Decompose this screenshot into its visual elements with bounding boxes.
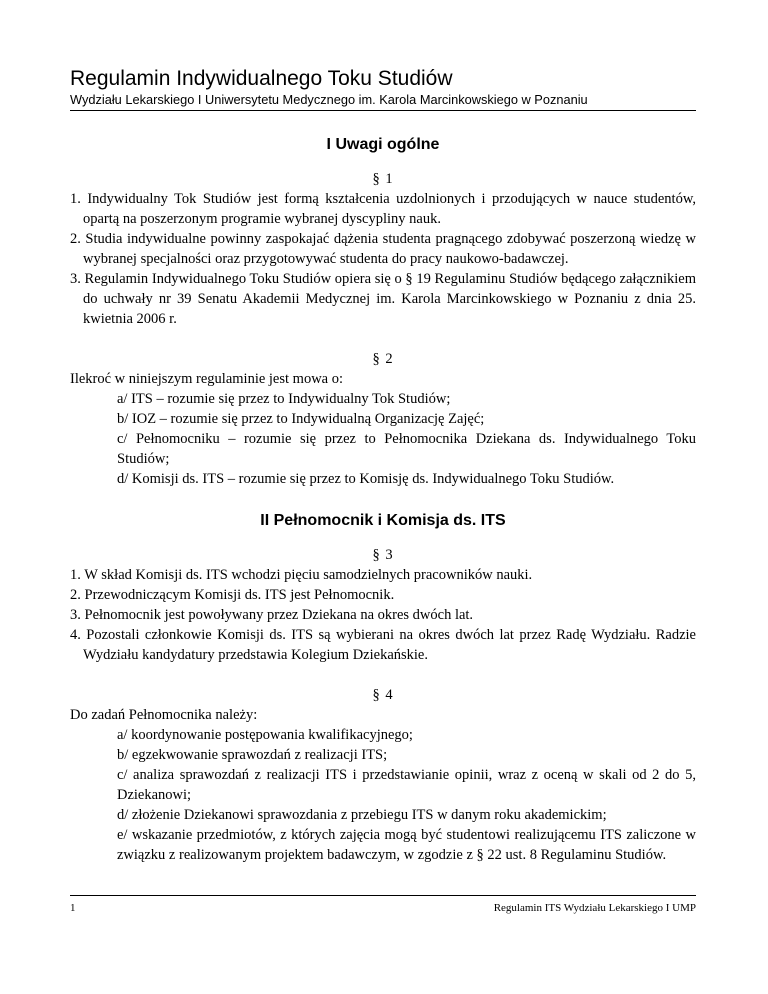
- paragraph-2-item-a: a/ ITS – rozumie się przez to Indywidualny Tok Studiów;: [117, 391, 451, 407]
- paragraph-4-number: § 4: [372, 687, 394, 703]
- paragraph-2-item-b: b/ IOZ – rozumie się przez to Indywidualną Organizację Zajęć;: [117, 411, 485, 427]
- paragraph-1-item-1: 1. Indywidualny Tok Studiów jest formą kształcenia uzdolnionych i przodujących w nauce studentów, opartą na poszerzonym programie wybranej dyscypliny nauk.: [70, 191, 696, 227]
- paragraph-3-item-2: 2. Przewodniczącym Komisji ds. ITS jest Pełnomocnik.: [70, 587, 395, 603]
- section-2-title: II Pełnomocnik i Komisja ds. ITS: [260, 512, 506, 529]
- paragraph-4-item-a: a/ koordynowanie postępowania kwalifikacyjnego;: [117, 727, 413, 743]
- paragraph-3-item-1: 1. W skład Komisji ds. ITS wchodzi pięciu samodzielnych pracowników nauki.: [70, 567, 533, 583]
- paragraph-1-item-3: 3. Regulamin Indywidualnego Toku Studiów opiera się o § 19 Regulaminu Studiów będącego załącznikiem do uchwały nr 39 Senatu Akademii Medycznej im. Karola Marcinkowskiego w Poznaniu z dnia 25. kwietnia 2006 r.: [70, 271, 696, 327]
- document-subtitle: Wydziału Lekarskiego I Uniwersytetu Medycznego im. Karola Marcinkowskiego w Poznaniu: [70, 92, 588, 107]
- paragraph-3-item-4: 4. Pozostali członkowie Komisji ds. ITS są wybierani na okres dwóch lat przez Radę Wydziału. Radzie Wydziału kandydatury przedstawia Kolegium Dziekańskie.: [70, 627, 696, 663]
- page-footer: [70, 895, 696, 915]
- paragraph-4-intro: Do zadań Pełnomocnika należy:: [70, 707, 258, 723]
- paragraph-2-number: § 2: [372, 351, 394, 367]
- document-page: [70, 66, 696, 865]
- paragraph-4-item-b: b/ egzekwowanie sprawozdań z realizacji ITS;: [117, 747, 388, 763]
- paragraph-4-item-c: c/ analiza sprawozdań z realizacji ITS i przedstawianie opinii, wraz z oceną w skali od 2 do 5, Dziekanowi;: [117, 767, 696, 803]
- page-number: 1: [70, 902, 76, 914]
- paragraph-2-intro: Ilekroć w niniejszym regulaminie jest mowa o:: [70, 371, 344, 387]
- paragraph-1-number: § 1: [372, 171, 394, 187]
- document-title: Regulamin Indywidualnego Toku Studiów: [70, 67, 453, 90]
- paragraph-4-item-e: e/ wskazanie przedmiotów, z których zajęcia mogą być studentowi realizującemu ITS zaliczone w związku z realizowanym projektem badawczym, w zgodzie z § 22 ust. 8 Regulaminu Studiów.: [117, 827, 696, 863]
- paragraph-1-item-2: 2. Studia indywidualne powinny zaspokajać dążenia studenta pragnącego zdobywać poszerzoną wiedzę w wybranej specjalności oraz przygotowywać studenta do pracy naukowo-badawczej.: [70, 231, 696, 267]
- paragraph-3-item-3: 3. Pełnomocnik jest powoływany przez Dziekana na okres dwóch lat.: [70, 607, 474, 623]
- section-1-title: I Uwagi ogólne: [326, 136, 440, 153]
- header-rule: [70, 110, 696, 111]
- running-title: Regulamin ITS Wydziału Lekarskiego I UMP: [493, 902, 696, 914]
- paragraph-4-item-d: d/ złożenie Dziekanowi sprawozdania z przebiegu ITS w danym roku akademickim;: [117, 807, 607, 823]
- paragraph-2-item-c: c/ Pełnomocniku – rozumie się przez to Pełnomocnika Dziekana ds. Indywidualnego Toku Studiów;: [117, 431, 696, 467]
- paragraph-2-item-d: d/ Komisji ds. ITS – rozumie się przez to Komisję ds. Indywidualnego Toku Studiów.: [117, 471, 615, 487]
- paragraph-3-number: § 3: [372, 547, 394, 563]
